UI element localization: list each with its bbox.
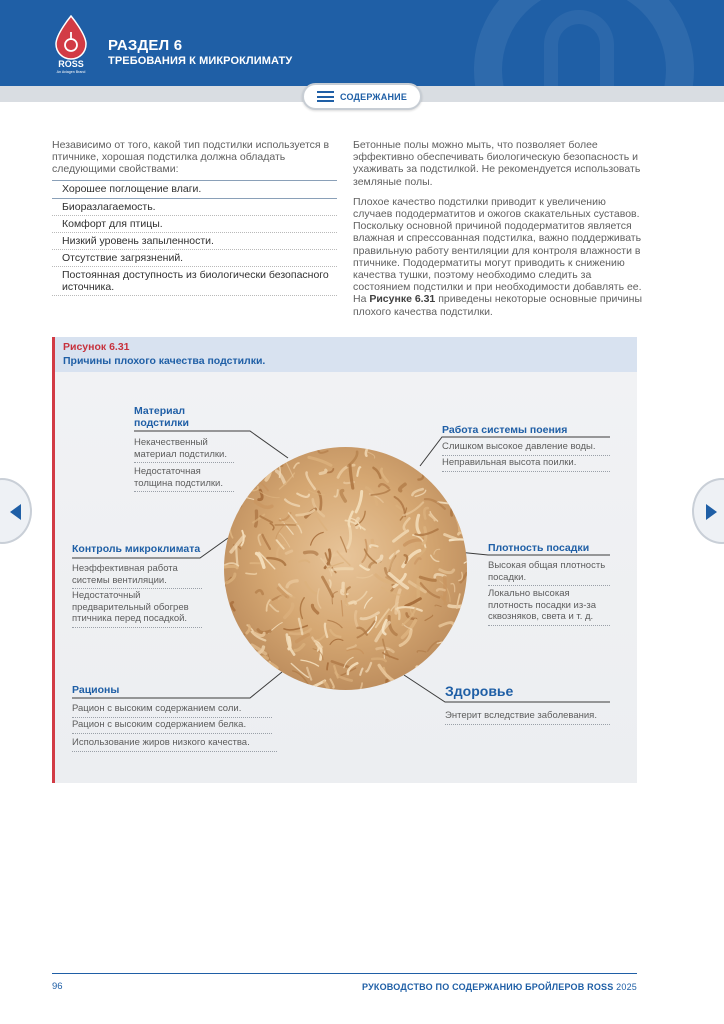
footer-title bbox=[362, 982, 637, 992]
wood-shaving bbox=[327, 663, 328, 670]
list-item: Хорошее поглощение влаги. bbox=[52, 181, 337, 199]
section-subtitle: ТРЕБОВАНИЯ К МИКРОКЛИМАТУ bbox=[108, 55, 293, 67]
quality-text: Плохое качество подстилки приводит к увеличению случаев пододерматитов и ожогов скакательных суставов. Поскольку основной причиной пододерматитов является влажная и спрессованная подстилка, важно поддерживать правильную работу вентиляции для контроля влажности в птичнике. Пододерматиты могут приводить к снижению качества тушки, поэтому необходимо следить за состоянием подстилки и при необходимости добавлять ее. На bbox=[353, 195, 642, 306]
brand-name: ROSS bbox=[58, 59, 84, 69]
quality-text-end: приведены некоторые основные причины плохого качества подстилки. bbox=[353, 293, 642, 318]
intro-paragraph: Независимо от того, какой тип подстилки используется в птичнике, хорошая подстилка должна обладать следующими свойствами: bbox=[52, 139, 330, 176]
wood-shaving bbox=[444, 577, 445, 598]
arrow-left-icon bbox=[10, 504, 21, 520]
list-item: Низкий уровень запыленности. bbox=[52, 233, 337, 250]
density-item-1: Высокая общая плотность посадки. bbox=[488, 560, 610, 586]
floors-paragraph: Бетонные полы можно мыть, что позволяет более эффективно обеспечивать биологическую безопасность и ухаживать за подстилкой. Не рекомендуется использовать земляные полы. bbox=[353, 139, 641, 188]
wood-shaving bbox=[437, 589, 445, 590]
footer-year: 2025 bbox=[616, 982, 637, 992]
drinking-item-1: Слишком высокое давление воды. bbox=[442, 441, 610, 456]
material-item-1: Некачественный материал подстилки. bbox=[134, 437, 234, 463]
climate-title: Контроль микроклимата bbox=[72, 543, 201, 555]
material-item-2: Недостаточная толщина подстилки. bbox=[134, 466, 234, 492]
page-number: 96 bbox=[52, 981, 63, 992]
footer-title-text: РУКОВОДСТВО ПО СОДЕРЖАНИЮ БРОЙЛЕРОВ ROSS bbox=[362, 982, 614, 992]
figure-number: Рисунок 6.31 bbox=[63, 341, 130, 353]
wood-shaving bbox=[224, 566, 237, 567]
climate-item-1: Неэффективная работа системы вентиляции. bbox=[72, 563, 202, 589]
density-title: Плотность посадки bbox=[488, 542, 590, 554]
material-title bbox=[134, 405, 189, 429]
figure-reference[interactable]: Рисунке 6.31 bbox=[369, 293, 436, 306]
rations-item-2: Рацион с высоким содержанием белка. bbox=[72, 719, 272, 734]
arrow-right-icon bbox=[706, 504, 717, 520]
brand-tagline: An Aviagen Brand bbox=[56, 70, 86, 74]
material-title-line2: подстилки bbox=[134, 417, 189, 429]
litter-photo bbox=[224, 447, 467, 690]
density-item-2: Локально высокая плотность посадки из-за сквозняков, света и т. д. bbox=[488, 588, 610, 626]
wood-shaving bbox=[246, 573, 256, 574]
rations-title: Рационы bbox=[72, 684, 120, 696]
drinking-title: Работа системы поения bbox=[442, 424, 568, 436]
health-item-1: Энтерит вследствие заболевания. bbox=[445, 710, 610, 725]
wood-shaving bbox=[343, 583, 344, 591]
material-title-line1: Материал bbox=[134, 405, 186, 417]
rations-item-3: Использование жиров низкого качества. bbox=[72, 737, 277, 752]
footer-divider bbox=[52, 973, 637, 974]
list-item: Постоянная доступность из биологически безопасного источника. bbox=[52, 267, 337, 296]
figure-caption: Причины плохого качества подстилки. bbox=[63, 355, 266, 367]
wood-shaving bbox=[289, 638, 290, 649]
contents-label: СОДЕРЖАНИЕ bbox=[339, 91, 408, 102]
rations-item-1: Рацион с высоким содержанием соли. bbox=[72, 703, 272, 718]
wood-shaving bbox=[236, 546, 237, 566]
section-title: РАЗДЕЛ 6 bbox=[108, 37, 183, 54]
drinking-item-2: Неправильная высота поилки. bbox=[442, 457, 610, 472]
list-item: Комфорт для птицы. bbox=[52, 216, 337, 233]
wood-shaving bbox=[332, 569, 352, 570]
list-item: Биоразлагаемость. bbox=[52, 199, 337, 216]
wood-shaving bbox=[256, 511, 257, 526]
health-title: Здоровье bbox=[445, 683, 514, 699]
climate-item-2: Недостаточный предварительный обогрев птичника перед посадкой. bbox=[72, 590, 202, 628]
list-item: Отсутствие загрязнений. bbox=[52, 250, 337, 267]
